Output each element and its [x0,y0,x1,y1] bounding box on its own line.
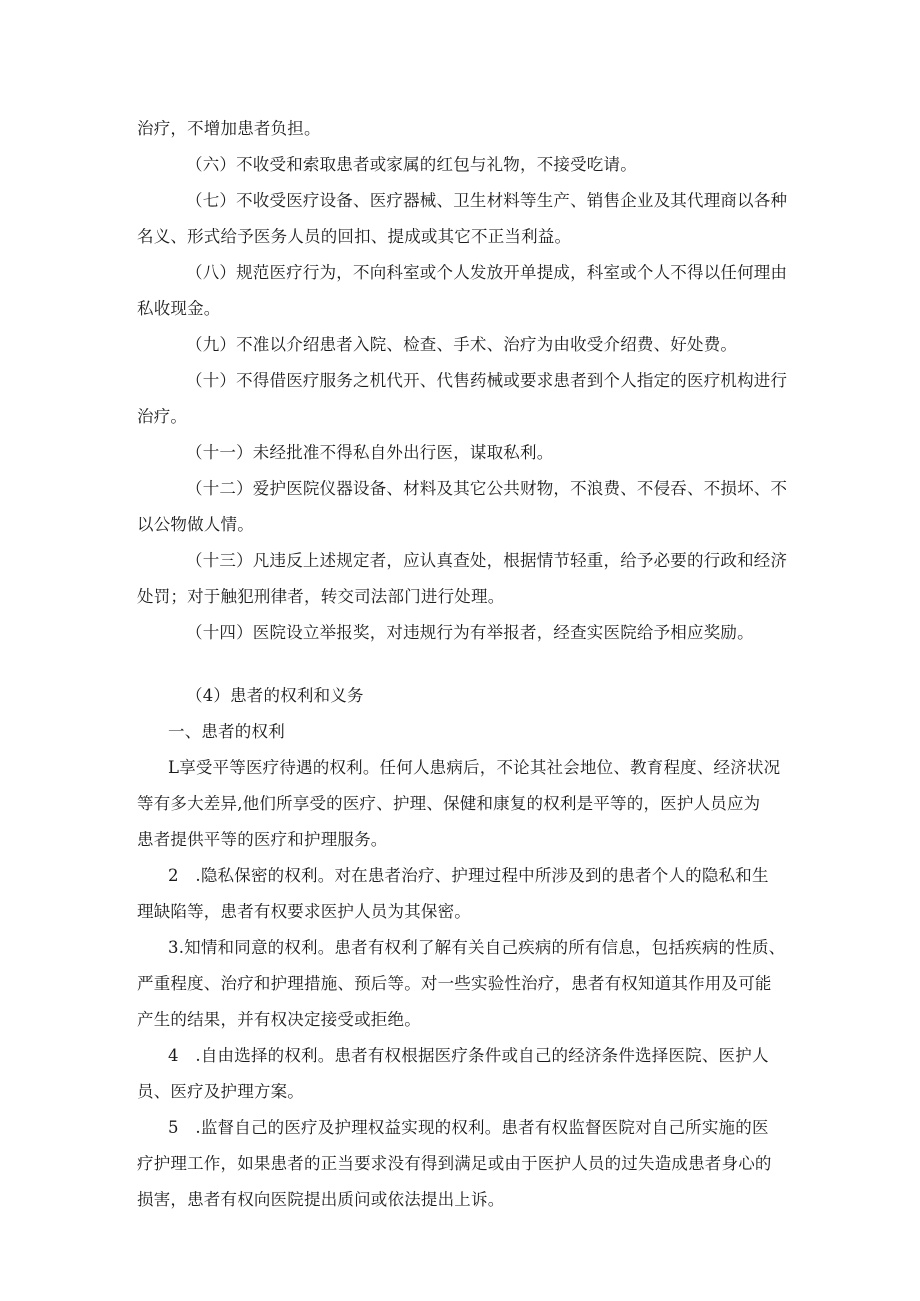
text-line: （六）不收受和索取患者或家属的红包与礼物，不接受吃请。 [186,155,637,174]
text-line: （十）不得借医疗服务之机代开、代售药械或要求患者到个人指定的医疗机构进行 [186,371,788,390]
text-line: （十三）凡违反上述规定者，应认真查处，根据情节轻重，给予必要的行政和经济 [186,551,788,570]
section-heading: （4）患者的权利和义务 [186,686,364,705]
text-line: 疗护理工作，如果患者的正当要求没有得到满足或由于医护人员的过失造成患者身心的 [137,1154,772,1173]
text-line: （十二）爱护医院仪器设备、材料及其它公共财物，不浪费、不侵吞、不损坏、不 [186,479,788,498]
text-line: 私收现金。 [137,299,221,318]
text-line: 4 .自由选择的权利。患者有权根据医疗条件或自己的经济条件选择医院、医护人 [168,1046,769,1065]
text-line: L享受平等医疗待遇的权利。任何人患病后，不论其社会地位、教育程度、经济状况 [168,758,781,777]
text-line: 员、医疗及护理方案。 [137,1082,304,1101]
text-line: （十一）未经批准不得私自外出行医，谋取私利。 [186,443,554,462]
text-line: 5 .监督自己的医疗及护理权益实现的权利。患者有权监督医院对自己所实施的医 [168,1118,769,1137]
text-line: 2 .隐私保密的权利。对在患者治疗、护理过程中所涉及到的患者个人的隐私和生 [168,866,769,885]
text-line: 患者提供平等的医疗和护理服务。 [137,830,388,849]
text-line: 名义、形式给予医务人员的回扣、提成或其它不正当利益。 [137,227,572,246]
text-line: 等有多大差异,他们所享受的医疗、护理、保健和康复的权利是平等的，医护人员应为 [137,794,761,813]
text-line: 以公物做人情。 [137,515,254,534]
text-line: 治疗。 [137,407,188,426]
text-line: 严重程度、治疗和护理措施、预后等。对一些实验性治疗，患者有权知道其作用及可能 [137,974,772,993]
text-line: 损害，患者有权向医院提出质问或依法提出上诉。 [137,1190,505,1209]
text-line: （八）规范医疗行为，不向科室或个人发放开单提成，科室或个人不得以任何理由 [186,263,788,282]
subsection-heading: 一、患者的权利 [168,722,285,741]
text-line: 3.知情和同意的权利。患者有权利了解有关自己疾病的所有信息，包括疾病的性质、 [168,938,786,957]
text-line: 治疗，不增加患者负担。 [137,119,321,138]
text-line: （七）不收受医疗设备、医疗器械、卫生材料等生产、销售企业及其代理商以各种 [186,191,788,210]
text-line: 理缺陷等，患者有权要求医护人员为其保密。 [137,902,471,921]
text-line: 产生的结果，并有权决定接受或拒绝。 [137,1010,421,1029]
text-line: （十四）医院设立举报奖，对违规行为有举报者，经查实医院给予相应奖励。 [186,623,754,642]
text-line: 处罚；对于触犯刑律者，转交司法部门进行处理。 [137,587,505,606]
text-line: （九）不准以介绍患者入院、检查、手术、治疗为由收受介绍费、好处费。 [186,335,738,354]
